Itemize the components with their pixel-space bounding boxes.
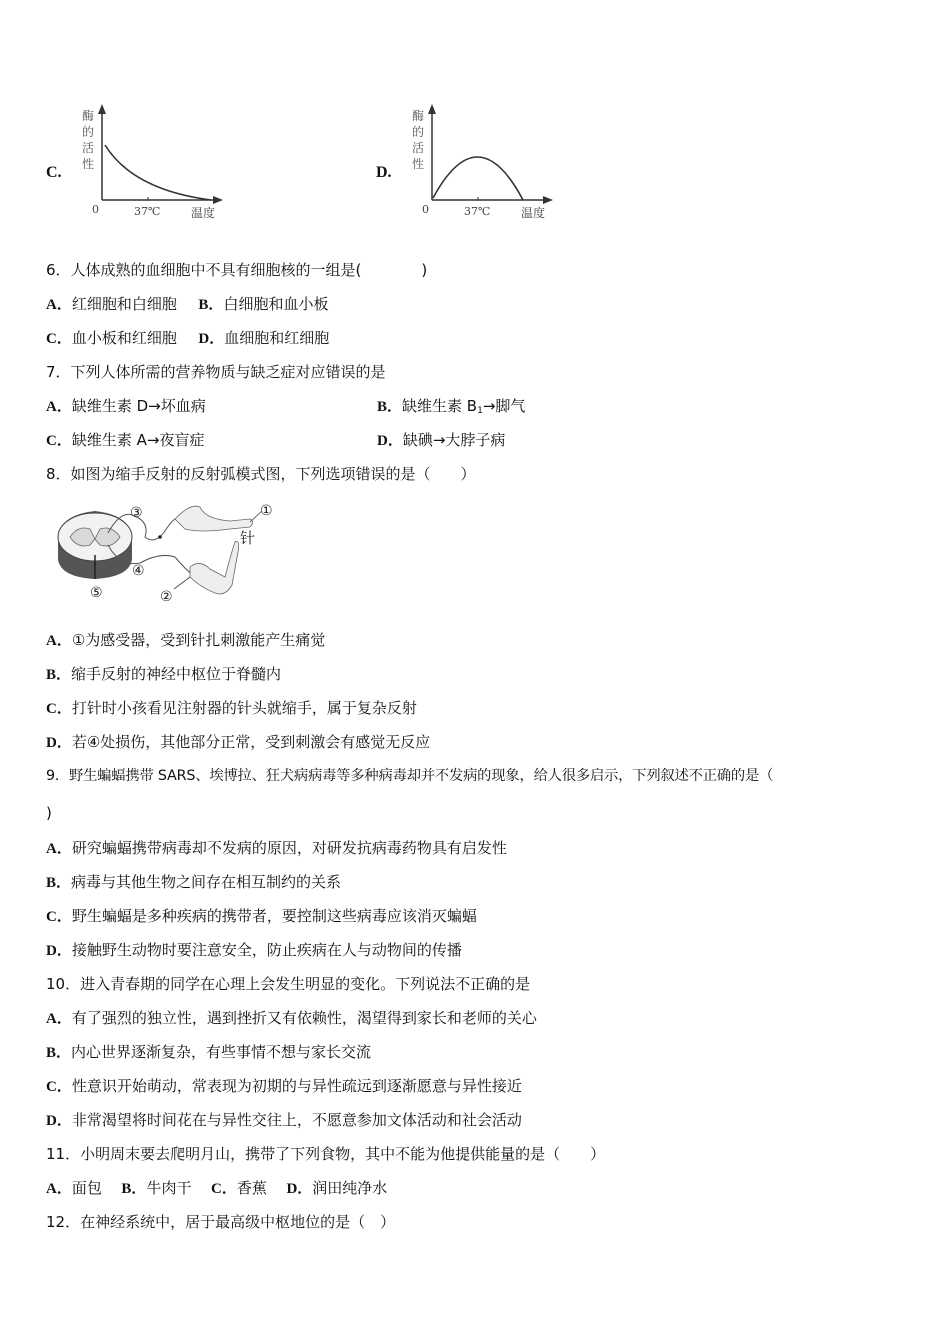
svg-text:的: 的 — [412, 125, 425, 139]
option-text: 血小板和红细胞 — [71, 329, 177, 347]
option-text: 若④处损伤，其他部分正常，受到刺激会有感觉无反应 — [71, 733, 431, 751]
option-label: B． — [121, 1181, 147, 1197]
question-7-option-a — [46, 396, 206, 417]
question-9-option-c — [46, 906, 477, 927]
option-text: 接触野生动物时要注意安全，防止疾病在人与动物间的传播 — [71, 941, 462, 959]
svg-text:温度: 温度 — [191, 206, 216, 220]
option-label: C． — [211, 1181, 237, 1197]
question-7-stem: 7．下列人体所需的营养物质与缺乏症对应错误的是 — [46, 363, 386, 381]
option-label: B． — [46, 1045, 72, 1061]
svg-text:酶: 酶 — [412, 109, 425, 123]
question-6-stem: 6．人体成熟的血细胞中不具有细胞核的一组是( ) — [46, 261, 428, 279]
option-label: D． — [46, 735, 72, 751]
option-text: 野生蝙蝠是多种疾病的携带者，要控制这些病毒应该消灭蝙蝠 — [71, 907, 477, 925]
question-10-option-a — [46, 1008, 537, 1029]
option-label: B． — [46, 667, 72, 683]
option-label: C． — [46, 433, 72, 449]
option-text: 润田纯净水 — [312, 1179, 388, 1197]
question-9-stem-cont: ) — [46, 804, 52, 822]
svg-text:37℃: 37℃ — [134, 205, 161, 218]
option-label: C． — [46, 701, 72, 717]
option-label: D． — [286, 1181, 313, 1197]
option-label: A． — [46, 297, 72, 313]
option-label: A． — [46, 633, 72, 649]
question-8-option-d — [46, 732, 430, 753]
option-label: C． — [46, 331, 72, 347]
question-9-option-b — [46, 872, 341, 893]
enzyme-activity-graph-c — [78, 100, 238, 225]
option-label: B． — [46, 875, 72, 891]
svg-text:活: 活 — [412, 141, 425, 155]
option-text: 缩手反射的神经中枢位于脊髓内 — [71, 665, 282, 683]
option-text: 缺维生素 B — [402, 397, 478, 415]
question-6-options-row-2 — [46, 328, 329, 349]
option-label: D． — [377, 433, 403, 449]
question-8-option-a — [46, 630, 325, 651]
question-9-option-d — [46, 940, 462, 961]
option-text: 红细胞和白细胞 — [71, 295, 177, 313]
option-label: B． — [377, 399, 403, 415]
option-text: 有了强烈的独立性，遇到挫折又有依赖性，渴望得到家长和老师的关心 — [71, 1009, 537, 1027]
option-label: C． — [46, 1079, 72, 1095]
option-text: 病毒与其他生物之间存在相互制约的关系 — [71, 873, 342, 891]
question-10-option-d — [46, 1110, 522, 1131]
option-text: 缺碘→大脖子病 — [402, 431, 506, 449]
option-label: D． — [198, 331, 225, 347]
option-label: D． — [46, 943, 72, 959]
marker-2: ② — [160, 589, 173, 605]
svg-text:性: 性 — [412, 157, 425, 171]
option-text: 香蕉 — [236, 1179, 267, 1197]
question-8-option-b — [46, 664, 281, 685]
svg-text:的: 的 — [82, 125, 95, 139]
question-10-option-b — [46, 1042, 371, 1063]
svg-text:性: 性 — [82, 157, 95, 171]
option-text: 内心世界逐渐复杂，有些事情不想与家长交流 — [71, 1043, 372, 1061]
question-10-stem: 10．进入青春期的同学在心理上会发生明显的变化。下列说法不正确的是 — [46, 975, 531, 993]
option-label: C． — [46, 909, 72, 925]
question-11-options — [46, 1178, 387, 1199]
option-text: 缺维生素 A→夜盲症 — [71, 431, 205, 449]
option-text: 缺维生素 D→坏血病 — [71, 397, 206, 415]
question-10-option-c — [46, 1076, 522, 1097]
option-label: A． — [46, 399, 72, 415]
option-text: 非常渴望将时间花在与异性交往上，不愿意参加文体活动和社会活动 — [71, 1111, 522, 1129]
option-text: 白细胞和血小板 — [223, 295, 329, 313]
option-text: ①为感受器，受到针扎刺激能产生痛觉 — [71, 631, 326, 649]
question-7-option-c — [46, 430, 204, 451]
option-label: B． — [198, 297, 224, 313]
spinal-cord-icon — [58, 511, 132, 579]
question-7-option-b — [377, 396, 525, 421]
svg-text:0: 0 — [92, 203, 99, 216]
svg-text:0: 0 — [422, 203, 429, 216]
svg-text:37℃: 37℃ — [464, 205, 491, 218]
marker-1: ① — [260, 503, 273, 519]
option-text: 面包 — [71, 1179, 102, 1197]
option-text: →脚气 — [482, 397, 526, 415]
option-label-d: D. — [376, 164, 392, 181]
option-label: A． — [46, 1011, 72, 1027]
svg-text:酶: 酶 — [82, 109, 95, 123]
question-6-options-row-1 — [46, 294, 328, 315]
option-label-c: C. — [46, 164, 62, 181]
needle-label: 针 — [240, 529, 256, 547]
question-8-stem: 8．如图为缩手反射的反射弧模式图，下列选项错误的是（ ） — [46, 465, 476, 483]
option-text: 血细胞和红细胞 — [224, 329, 330, 347]
option-text: 性意识开始萌动，常表现为初期的与异性疏远到逐渐愿意与异性接近 — [71, 1077, 522, 1095]
option-text: 打针时小孩看见注射器的针头就缩手，属于复杂反射 — [71, 699, 417, 717]
marker-3: ③ — [130, 505, 143, 521]
option-label: A． — [46, 1181, 72, 1197]
question-12-stem: 12．在神经系统中，居于最高级中枢地位的是（ ） — [46, 1213, 396, 1231]
marker-4: ④ — [132, 563, 145, 579]
enzyme-activity-graph-d — [408, 100, 568, 225]
option-label: D． — [46, 1113, 72, 1129]
option-text: 研究蝙蝠携带病毒却不发病的原因，对研发抗病毒药物具有启发性 — [71, 839, 507, 857]
option-label: A． — [46, 841, 72, 857]
marker-5: ⑤ — [90, 585, 103, 601]
question-8-option-c — [46, 698, 417, 719]
option-text: 牛肉干 — [146, 1179, 192, 1197]
question-11-stem: 11．小明周末要去爬明月山，携带了下列食物，其中不能为他提供能量的是（ ） — [46, 1145, 606, 1163]
question-9-option-a — [46, 838, 507, 859]
reflex-arc-diagram — [50, 497, 290, 612]
svg-text:活: 活 — [82, 141, 95, 155]
subscript: 1 — [477, 406, 483, 416]
svg-text:温度: 温度 — [521, 206, 546, 220]
question-9-stem: 9．野生蝙蝠携带 SARS、埃博拉、狂犬病病毒等多种病毒却并不发病的现象，给人很多启示，下列叙述不正确的是（ — [46, 768, 774, 784]
question-7-option-d — [377, 430, 505, 451]
